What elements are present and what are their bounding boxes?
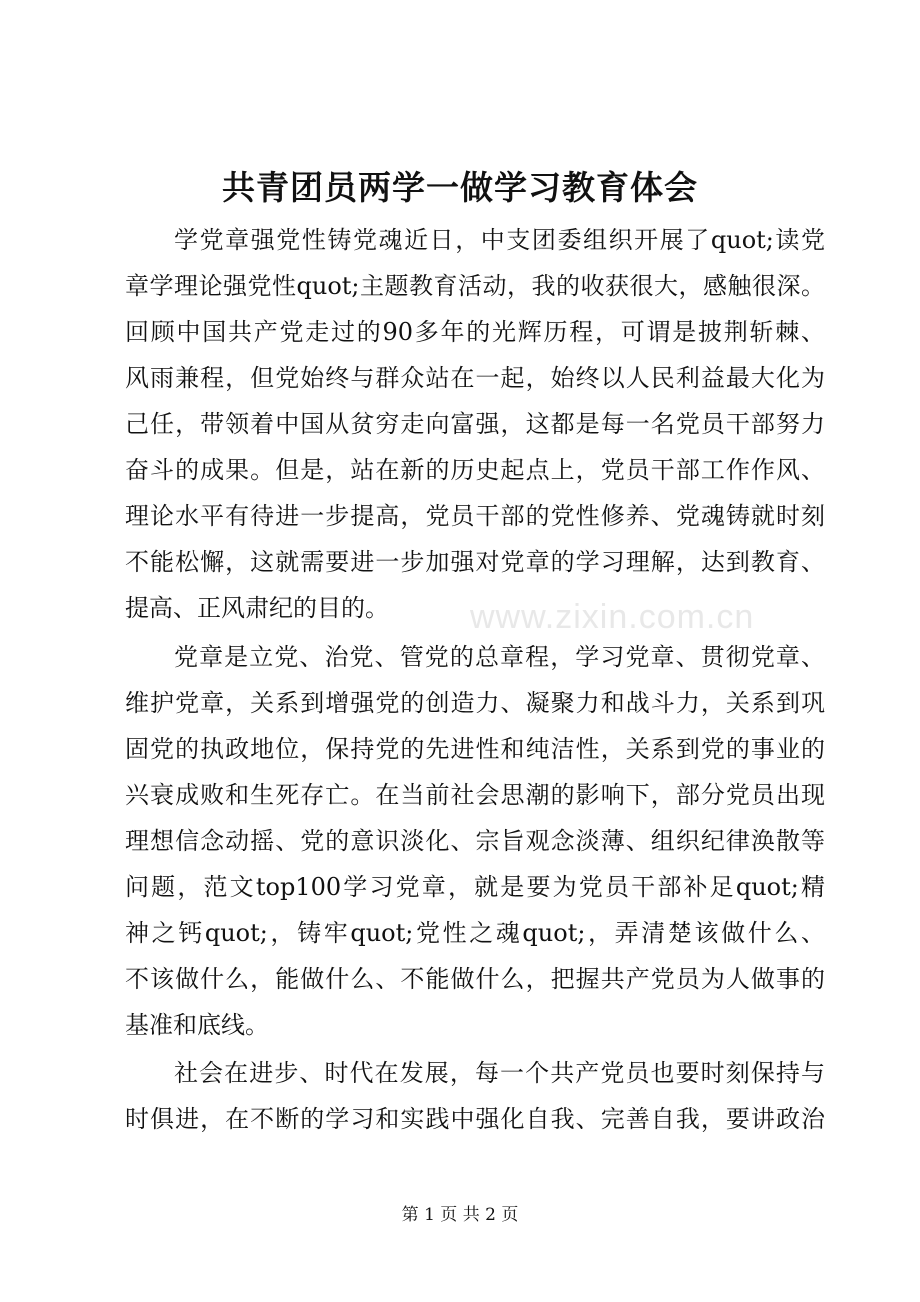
paragraph-2-line: 不该做什么，能做什么、不能做什么，把握共产党员为人做事的 [125, 965, 825, 993]
paragraph-1-line: 理论水平有待进一步提高，党员干部的党性修养、党魂铸就时刻 [125, 502, 825, 530]
paragraph-2-line: 固党的执政地位，保持党的先进性和纯洁性，关系到党的事业的 [125, 735, 825, 763]
paragraph-2-line: 理想信念动摇、党的意识淡化、宗旨观念淡薄、组织纪律涣散等 [125, 827, 825, 855]
paragraph-3-line: 时俱进，在不断的学习和实践中强化自我、完善自我，要讲政治 [125, 1105, 825, 1133]
paragraph-1-line: 奋斗的成果。但是，站在新的历史起点上，党员干部工作作风、 [125, 456, 825, 484]
paragraph-1-line: 回顾中国共产党走过的90多年的光辉历程，可谓是披荆斩棘、 [125, 318, 825, 346]
paragraph-1-line: 提高、正风肃纪的目的。 [125, 594, 389, 622]
document-title: 共青团员两学一做学习教育体会 [222, 168, 698, 207]
paragraph-1-line: 章学理论强党性quot;主题教育活动，我的收获很大，感触很深。 [125, 272, 825, 300]
paragraph-1-line: 己任，带领着中国从贫穷走向富强，这都是每一名党员干部努力 [125, 410, 825, 438]
paragraph-2-line: 党章是立党、治党、管党的总章程，学习党章、贯彻党章、 [174, 643, 825, 671]
paragraph-3-line: 社会在进步、时代在发展，每一个共产党员也要时刻保持与 [174, 1059, 825, 1087]
paragraph-2-line: 维护党章，关系到增强党的创造力、凝聚力和战斗力，关系到巩 [125, 689, 825, 717]
paragraph-2-line: 神之钙quot;，铸牢quot;党性之魂quot;，弄清楚该做什么、 [125, 919, 825, 947]
paragraph-1-line: 风雨兼程，但党始终与群众站在一起，始终以人民利益最大化为 [125, 364, 825, 392]
paragraph-2-line: 问题，范文top100学习党章，就是要为党员干部补足quot;精 [125, 873, 825, 901]
paragraph-1-line: 不能松懈，这就需要进一步加强对党章的学习理解，达到教育、 [125, 548, 825, 576]
paragraph-2-line: 基准和底线。 [125, 1011, 269, 1039]
paragraph-1-line: 学党章强党性铸党魂近日，中支团委组织开展了quot;读党 [174, 226, 825, 254]
page-footer: 第 1 页 共 2 页 [401, 1205, 519, 1225]
watermark: www.zixin.com.cn [470, 598, 755, 636]
paragraph-2-line: 兴衰成败和生死存亡。在当前社会思潮的影响下，部分党员出现 [125, 781, 825, 809]
